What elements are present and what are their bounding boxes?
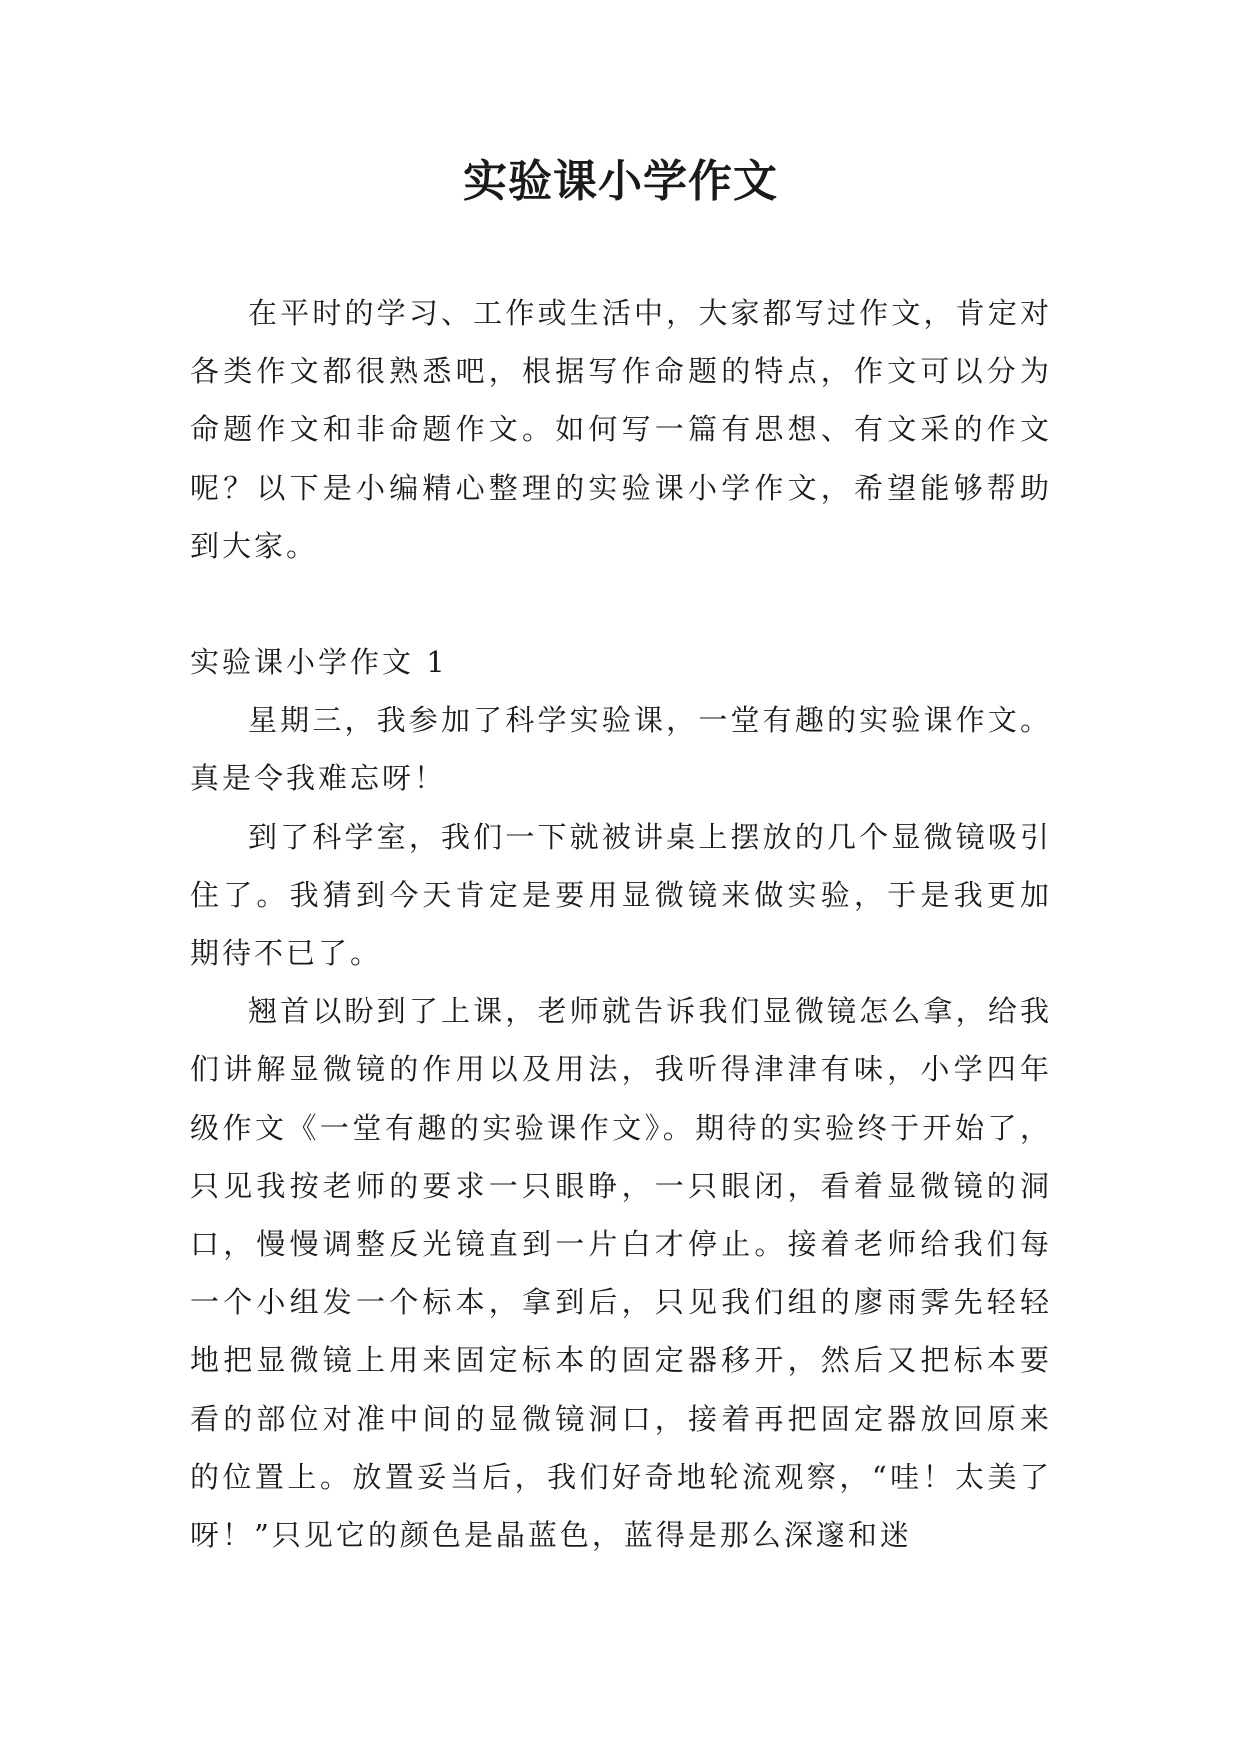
- body-paragraph-1: 星期三，我参加了科学实验课，一堂有趣的实验课作文。真是令我难忘呀！: [190, 703, 1052, 796]
- body-paragraph-3: 翘首以盼到了上课，老师就告诉我们显微镜怎么拿，给我们讲解显微镜的作用以及用法，我听得津津有味，小学四年级作文《一堂有趣的实验课作文》。期待的实验终于开始了，只见我按老师的要求一只眼睁，一只眼闭，看着显微镜的洞口，慢慢调整反光镜直到一片白才停止。接着老师给我们每一个小组发一个标本，拿到后，只见我们组的廖雨霁先轻轻地把显微镜上用来固定标本的固定器移开，然后又把标本要看的部位对准中间的显微镜洞口，接着再把固定器放回原来的位置上。放置妥当后，我们好奇地轮流观察，“哇！太美了呀！”只见它的颜色是晶蓝色，蓝得是那么深邃和迷: [190, 994, 1052, 1553]
- section-heading: 实验课小学作文 1: [190, 645, 448, 680]
- document-body: [190, 284, 1052, 1564]
- body-paragraph-2: 到了科学室，我们一下就被讲桌上摆放的几个显微镜吸引住了。我猜到今天肯定是要用显微镜来做实验，于是我更加期待不已了。: [190, 819, 1052, 971]
- document-title: 实验课小学作文: [463, 156, 778, 207]
- intro-paragraph: 在平时的学习、工作或生活中，大家都写过作文，肯定对各类作文都很熟悉吧，根据写作命题的特点，作文可以分为命题作文和非命题作文。如何写一篇有思想、有文采的作文呢？以下是小编精心整理的实验课小学作文，希望能够帮助到大家。: [190, 296, 1052, 563]
